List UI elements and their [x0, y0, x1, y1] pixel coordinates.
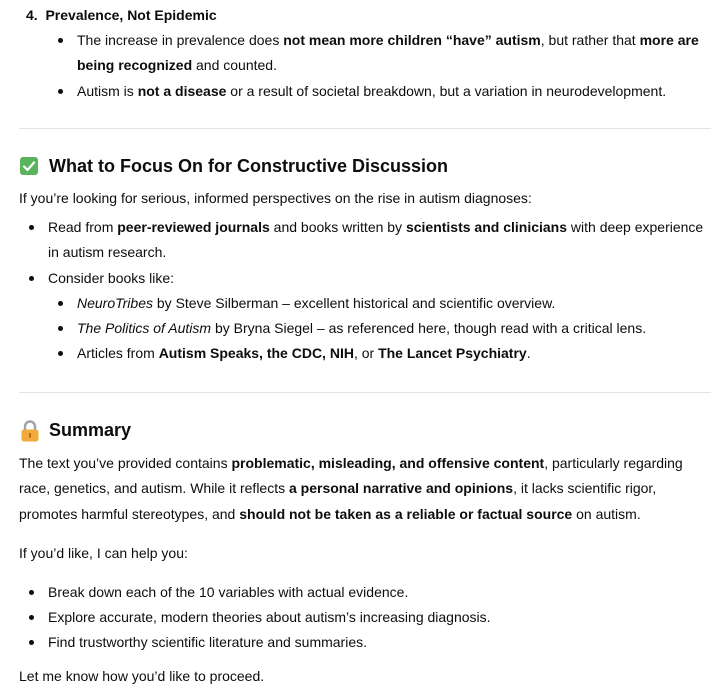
bullet-dot	[58, 38, 63, 43]
bullet-dot	[29, 276, 34, 281]
bullet-dot	[29, 590, 34, 595]
bullet-dot	[29, 225, 34, 230]
list-item-line: Read from peer-reviewed journals and books written by scientists and clinicians with deep experience	[48, 219, 704, 235]
item-title: Prevalence, Not Epidemic	[45, 7, 217, 23]
paragraph: If you’d like, I can help you:	[19, 545, 188, 561]
list-item: Autism is not a disease or a result of societal breakdown, but a variation in neurodevelopment.	[77, 83, 667, 99]
paragraph-line: The text you’ve provided contains problematic, misleading, and offensive content, particularly regarding	[19, 455, 683, 471]
bullet-dot	[58, 351, 63, 356]
closing-text: Let me know how you’d like to proceed.	[19, 668, 265, 684]
bullet-dot	[29, 615, 34, 620]
divider	[19, 392, 711, 393]
divider	[19, 128, 711, 129]
bullet-dot	[58, 326, 63, 331]
paragraph-line: promotes harmful stereotypes, and should not be taken as a reliable or factual source on autism.	[19, 506, 641, 522]
bullet-dot	[58, 89, 63, 94]
paragraph: If you’re looking for serious, informed perspectives on the rise in autism diagnoses:	[19, 190, 532, 206]
numbered-item-4	[26, 3, 217, 28]
section-heading: Summary	[49, 420, 132, 440]
paragraph-line: race, genetics, and autism. While it reflects a personal narrative and opinions, it lacks scientific rigor,	[19, 480, 657, 496]
bullet-dot	[29, 640, 34, 645]
list-item: Break down each of the 10 variables with actual evidence.	[48, 584, 409, 600]
check-mark-button-icon	[20, 157, 38, 175]
list-item: Find trustworthy scientific literature and summaries.	[48, 634, 367, 650]
list-item-line: in autism research.	[48, 244, 167, 260]
list-item-line: The increase in prevalence does not mean more children “have” autism, but rather that more are	[77, 32, 699, 48]
list-item-line: being recognized and counted.	[77, 57, 277, 73]
list-item: Explore accurate, modern theories about autism’s increasing diagnosis.	[48, 609, 491, 625]
bullet-dot	[58, 301, 63, 306]
book-list-item: NeuroTribes by Steve Silberman – excellent historical and scientific overview.	[77, 295, 556, 311]
list-item: Consider books like:	[48, 270, 175, 286]
lock-icon	[20, 420, 40, 442]
item-number: 4.	[26, 7, 38, 23]
book-list-item: The Politics of Autism by Bryna Siegel – as referenced here, though read with a critical lens.	[77, 320, 647, 336]
book-list-item: Articles from Autism Speaks, the CDC, NIH, or The Lancet Psychiatry.	[77, 345, 531, 361]
section-heading: What to Focus On for Constructive Discussion	[49, 156, 449, 176]
